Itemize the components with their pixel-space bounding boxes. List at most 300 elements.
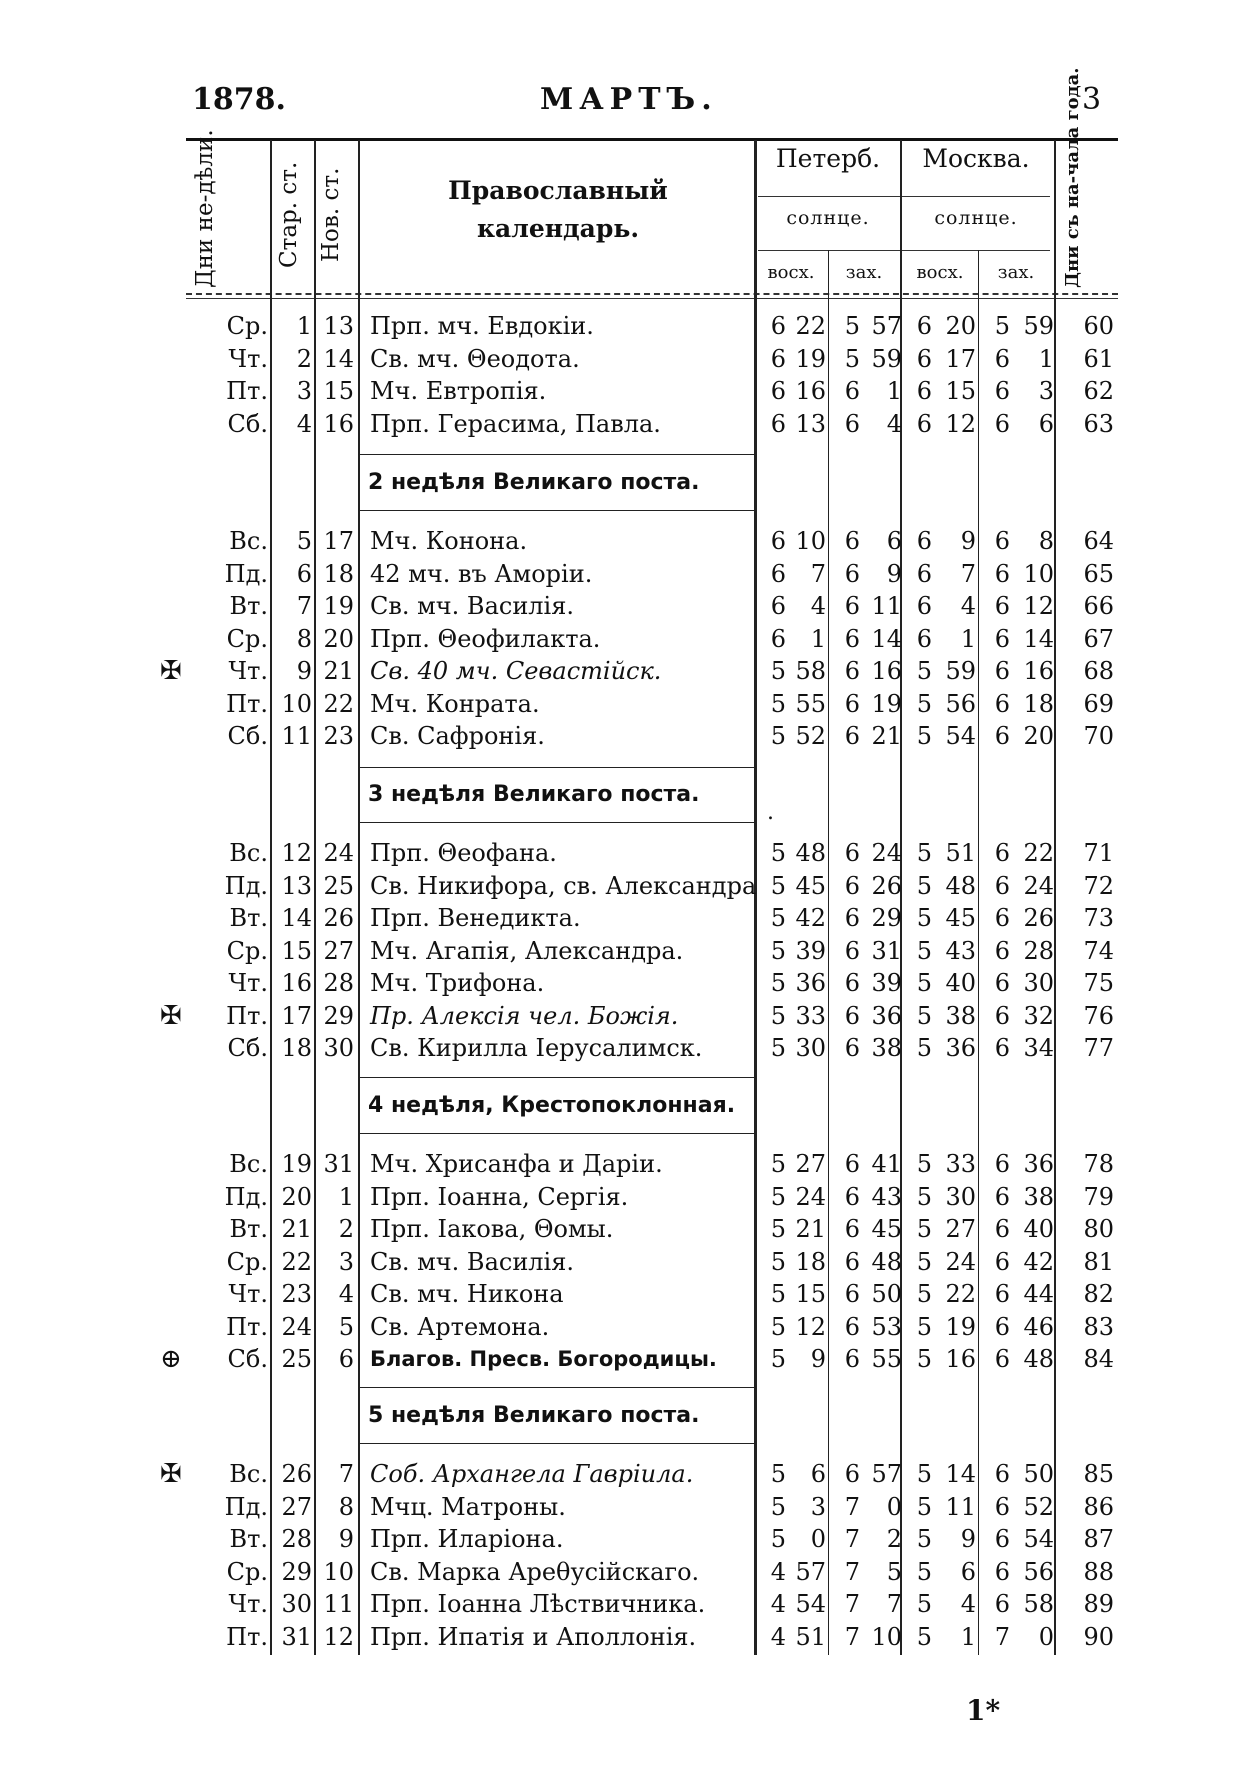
cell-mzm: 24 — [1023, 871, 1054, 900]
cell-pvm: 55 — [795, 689, 826, 718]
cell-pzm: 21 — [871, 722, 902, 750]
col-header-petersburg: Петерб. — [775, 144, 881, 173]
cell-mzh: 6 — [994, 1460, 1010, 1488]
cell-old: 24 — [281, 1312, 312, 1341]
cell-pzm: 57 — [871, 1460, 902, 1488]
cell-mzm: 8 — [1038, 527, 1054, 555]
cell-pvh: 5 — [770, 1001, 786, 1030]
cell-mzh: 6 — [994, 624, 1010, 653]
cell-mvh: 5 — [916, 1557, 932, 1586]
week-rule — [360, 1077, 754, 1078]
cell-mzm: 16 — [1023, 657, 1054, 685]
cell-pzm: 26 — [871, 871, 902, 900]
cell-new: 9 — [338, 1525, 354, 1553]
cell-day: Чт. — [228, 344, 268, 373]
cell-pvm: 36 — [795, 969, 826, 997]
calendar-row — [0, 590, 1259, 622]
cell-day: Пд. — [224, 559, 268, 588]
cell-mvm: 1 — [960, 624, 976, 653]
cell-mzm: 3 — [1038, 377, 1054, 405]
cell-pzh: 6 — [844, 689, 860, 718]
week-heading: 3 недѣля Великаго поста. — [368, 782, 700, 807]
cell-day: Чт. — [228, 969, 268, 997]
cell-day: Пт. — [226, 689, 268, 718]
cell-mzm: 6 — [1038, 409, 1054, 438]
cell-pzh: 6 — [844, 1312, 860, 1341]
cell-mzm: 59 — [1023, 312, 1054, 340]
cell-mvm: 19 — [945, 1312, 976, 1341]
cell-mvh: 6 — [916, 559, 932, 588]
cell-day: Вс. — [229, 1150, 268, 1178]
cell-mvm: 33 — [945, 1150, 976, 1178]
cell-old: 28 — [281, 1525, 312, 1553]
cell-new: 5 — [338, 1312, 354, 1341]
cell-mvh: 5 — [916, 1460, 932, 1488]
cell-pzh: 6 — [844, 904, 860, 932]
cell-name: Св. Сафронiя. — [370, 722, 545, 750]
cell-new: 28 — [323, 969, 354, 997]
cell-old: 2 — [296, 344, 312, 373]
cell-pzm: 53 — [871, 1312, 902, 1341]
col-header-petersburg-sun: солнце. — [786, 207, 870, 229]
cell-pvh: 5 — [770, 969, 786, 997]
cell-name: Прп. Θеофилакта. — [370, 624, 601, 653]
calendar-row — [0, 688, 1259, 720]
cell-new: 22 — [323, 689, 354, 718]
cell-mvm: 16 — [945, 1345, 976, 1373]
cell-mzm: 22 — [1023, 839, 1054, 867]
cell-pvh: 5 — [770, 1492, 786, 1521]
cell-day: Вт. — [229, 904, 268, 932]
cell-pzm: 59 — [871, 344, 902, 373]
calendar-row — [0, 1523, 1259, 1555]
cell-name: Прп. Iоанна Лѣствичника. — [370, 1590, 706, 1618]
cell-pzm: 50 — [871, 1280, 902, 1308]
cell-pzm: 57 — [871, 312, 902, 340]
cell-mvm: 4 — [960, 592, 976, 620]
cell-old: 8 — [296, 624, 312, 653]
cell-pzm: 38 — [871, 1034, 902, 1062]
cell-pzm: 19 — [871, 689, 902, 718]
cell-pzh: 7 — [844, 1557, 860, 1586]
cell-pzh: 6 — [844, 871, 860, 900]
cell-pvh: 4 — [770, 1622, 786, 1651]
calendar-row — [0, 1148, 1259, 1180]
page-number: 3 — [1082, 82, 1102, 117]
cell-name: Прп. Венедикта. — [370, 904, 581, 932]
cell-new: 20 — [323, 624, 354, 653]
cell-name: Св. мч. Василiя. — [370, 592, 574, 620]
cell-mvh: 5 — [916, 839, 932, 867]
cell-pvm: 58 — [795, 657, 826, 685]
week-rule — [360, 767, 754, 768]
cell-mzm: 18 — [1023, 689, 1054, 718]
cell-mzh: 6 — [994, 1525, 1010, 1553]
cell-mvh: 5 — [916, 1312, 932, 1341]
cell-pzm: 45 — [871, 1215, 902, 1243]
cell-n: 82 — [1083, 1280, 1114, 1308]
cell-mzm: 14 — [1023, 624, 1054, 653]
cell-pvh: 5 — [770, 839, 786, 867]
cell-name: Св. мч. Θеодота. — [370, 344, 580, 373]
cell-old: 22 — [281, 1247, 312, 1276]
cell-n: 75 — [1083, 969, 1114, 997]
cell-day: Вт. — [229, 592, 268, 620]
cell-pzm: 0 — [886, 1492, 902, 1521]
cell-new: 25 — [323, 871, 354, 900]
cell-pzh: 6 — [844, 624, 860, 653]
cell-mvm: 48 — [945, 871, 976, 900]
feast-cross-icon: ✠ — [160, 1459, 182, 1489]
cell-name: Прп. мч. Евдокiи. — [370, 312, 594, 340]
cell-old: 21 — [281, 1215, 312, 1243]
cell-pzh: 6 — [844, 1460, 860, 1488]
cell-pzh: 6 — [844, 1001, 860, 1030]
cell-mzh: 6 — [994, 722, 1010, 750]
cell-pvh: 4 — [770, 1590, 786, 1618]
cell-pvm: 54 — [795, 1590, 826, 1618]
cell-mvm: 27 — [945, 1215, 976, 1243]
week-heading: 4 недѣля, Крестопоклонная. — [368, 1093, 736, 1118]
cell-new: 8 — [338, 1492, 354, 1521]
cell-new: 11 — [323, 1590, 354, 1618]
cell-mzm: 20 — [1023, 722, 1054, 750]
cell-mzh: 6 — [994, 1492, 1010, 1521]
cell-mvm: 59 — [945, 657, 976, 685]
cell-mzm: 58 — [1023, 1590, 1054, 1618]
cell-n: 79 — [1083, 1182, 1114, 1211]
cell-name: Прп. Иларiона. — [370, 1525, 564, 1553]
calendar-row — [0, 1343, 1259, 1375]
cell-day: Ср. — [226, 312, 268, 340]
cell-day: Вс. — [229, 839, 268, 867]
cell-new: 14 — [323, 344, 354, 373]
cell-pvm: 52 — [795, 722, 826, 750]
cell-name: Св. Никифора, св. Александра — [370, 871, 757, 900]
col-header-weekday: Дни не-дѣли. — [192, 129, 218, 288]
cell-n: 61 — [1083, 344, 1114, 373]
cell-pvm: 39 — [795, 936, 826, 965]
cell-new: 4 — [338, 1280, 354, 1308]
cell-mvm: 14 — [945, 1460, 976, 1488]
cell-pzh: 6 — [844, 1345, 860, 1373]
cell-mzm: 42 — [1023, 1247, 1054, 1276]
cell-mzh: 6 — [994, 969, 1010, 997]
cell-name: Прп. Ипатiя и Аполлонiя. — [370, 1622, 697, 1651]
cell-mvh: 5 — [916, 657, 932, 685]
cell-old: 3 — [296, 377, 312, 405]
cell-day: Пт. — [226, 377, 268, 405]
cell-day: Пт. — [226, 1001, 268, 1030]
col-header-calendar: Православный календарь. — [448, 176, 668, 243]
calendar-row — [0, 1621, 1259, 1653]
cell-pvh: 6 — [770, 592, 786, 620]
cell-pvh: 5 — [770, 1215, 786, 1243]
cell-mvm: 11 — [945, 1492, 976, 1521]
cell-pvh: 5 — [770, 1345, 786, 1373]
cell-pvm: 18 — [795, 1247, 826, 1276]
cell-mzh: 6 — [994, 904, 1010, 932]
cell-old: 20 — [281, 1182, 312, 1211]
cell-mvm: 9 — [960, 527, 976, 555]
cell-name: Прп. Iоанна, Сергiя. — [370, 1182, 629, 1211]
week-rule — [360, 454, 754, 455]
cell-pzm: 7 — [886, 1590, 902, 1618]
cell-new: 24 — [323, 839, 354, 867]
header-rule — [758, 250, 1050, 251]
week-rule — [360, 510, 754, 511]
cell-pzh: 7 — [844, 1492, 860, 1521]
cell-mzh: 6 — [994, 871, 1010, 900]
cell-pzm: 9 — [886, 559, 902, 588]
cell-mvh: 5 — [916, 1525, 932, 1553]
cell-pzh: 5 — [844, 344, 860, 373]
calendar-row — [0, 623, 1259, 655]
calendar-row — [0, 375, 1259, 407]
cell-pvm: 57 — [795, 1557, 826, 1586]
cell-pvh: 5 — [770, 1280, 786, 1308]
cell-old: 18 — [281, 1034, 312, 1062]
cell-pvm: 6 — [810, 1460, 826, 1488]
cell-mvh: 5 — [916, 1150, 932, 1178]
calendar-row — [0, 902, 1259, 934]
cell-mvh: 5 — [916, 1034, 932, 1062]
cell-name: Прп. Герасима, Павла. — [370, 409, 661, 438]
calendar-row — [0, 1181, 1259, 1213]
cell-name: Св. Марка Ареθусiйскаго. — [370, 1557, 700, 1586]
cell-pzh: 5 — [844, 312, 860, 340]
cell-pzm: 39 — [871, 969, 902, 997]
cell-pvh: 5 — [770, 936, 786, 965]
cell-new: 30 — [323, 1034, 354, 1062]
cell-mzh: 6 — [994, 936, 1010, 965]
calendar-row — [0, 870, 1259, 902]
cell-name: 42 мч. въ Аморiи. — [370, 559, 593, 588]
calendar-row — [0, 1491, 1259, 1523]
cell-mvm: 45 — [945, 904, 976, 932]
cell-mvh: 5 — [916, 722, 932, 750]
cell-mzh: 6 — [994, 1345, 1010, 1373]
calendar-row — [0, 1311, 1259, 1343]
cell-n: 60 — [1083, 312, 1114, 340]
cell-mzh: 6 — [994, 689, 1010, 718]
cell-day: Ср. — [226, 1557, 268, 1586]
cell-new: 23 — [323, 722, 354, 750]
cell-n: 85 — [1083, 1460, 1114, 1488]
cell-pvm: 21 — [795, 1215, 826, 1243]
cell-name: Св. мч. Никона — [370, 1280, 564, 1308]
cell-mvh: 5 — [916, 1001, 932, 1030]
cell-mzm: 30 — [1023, 969, 1054, 997]
cell-mvh: 6 — [916, 592, 932, 620]
cell-mzh: 6 — [994, 559, 1010, 588]
cell-pzm: 16 — [871, 657, 902, 685]
cell-day: Пд. — [224, 1182, 268, 1211]
cell-old: 26 — [281, 1460, 312, 1488]
cell-pvh: 5 — [770, 1460, 786, 1488]
week-rule — [360, 822, 754, 823]
cell-mzh: 6 — [994, 1034, 1010, 1062]
cell-pzh: 6 — [844, 1280, 860, 1308]
cell-day: Вт. — [229, 1215, 268, 1243]
cell-mzh: 6 — [994, 409, 1010, 438]
cell-day: Чт. — [228, 1590, 268, 1618]
cell-new: 19 — [323, 592, 354, 620]
cell-old: 15 — [281, 936, 312, 965]
cell-pvm: 33 — [795, 1001, 826, 1030]
cell-pzh: 6 — [844, 527, 860, 555]
cell-pvh: 5 — [770, 657, 786, 685]
cell-new: 17 — [323, 527, 354, 555]
cell-mvh: 5 — [916, 1247, 932, 1276]
cell-mzm: 46 — [1023, 1312, 1054, 1341]
cell-pzm: 43 — [871, 1182, 902, 1211]
cell-pzm: 5 — [886, 1557, 902, 1586]
cell-mvm: 40 — [945, 969, 976, 997]
cell-name: Св. Кирилла Iерусалимск. — [370, 1034, 703, 1062]
cell-pvh: 5 — [770, 1525, 786, 1553]
cell-mvm: 43 — [945, 936, 976, 965]
cell-new: 29 — [323, 1001, 354, 1030]
cell-pvh: 5 — [770, 871, 786, 900]
cell-name: Пр. Алексiя чел. Божiя. — [370, 1001, 679, 1030]
cell-pvm: 3 — [810, 1492, 826, 1521]
cell-mzh: 6 — [994, 1150, 1010, 1178]
cell-old: 17 — [281, 1001, 312, 1030]
cell-pvm: 13 — [795, 409, 826, 438]
cell-mvh: 5 — [916, 871, 932, 900]
cell-old: 1 — [296, 312, 312, 340]
cell-mzm: 28 — [1023, 936, 1054, 965]
cell-pzh: 6 — [844, 377, 860, 405]
cell-name: Мч. Агапiя, Александра. — [370, 936, 684, 965]
cell-mvh: 6 — [916, 344, 932, 373]
cell-day: Сб. — [227, 722, 268, 750]
cell-pvh: 6 — [770, 527, 786, 555]
calendar-row — [0, 310, 1259, 342]
cell-pvm: 12 — [795, 1312, 826, 1341]
cell-pzm: 29 — [871, 904, 902, 932]
cell-new: 3 — [338, 1247, 354, 1276]
cell-name: Мч. Евтропiя. — [370, 377, 547, 405]
cell-pvh: 4 — [770, 1557, 786, 1586]
cell-old: 31 — [281, 1622, 312, 1651]
cell-pvm: 51 — [795, 1622, 826, 1651]
cell-name: Св. Артемона. — [370, 1312, 550, 1341]
cell-day: Пт. — [226, 1312, 268, 1341]
cell-old: 6 — [296, 559, 312, 588]
cell-mzh: 6 — [994, 1182, 1010, 1211]
calendar-row — [0, 837, 1259, 869]
cell-new: 2 — [338, 1215, 354, 1243]
cell-pvh: 6 — [770, 624, 786, 653]
cell-old: 27 — [281, 1492, 312, 1521]
cell-new: 31 — [323, 1150, 354, 1178]
cell-old: 10 — [281, 689, 312, 718]
cell-name: Мч. Конрата. — [370, 689, 540, 718]
week-heading: 5 недѣля Великаго поста. — [368, 1403, 700, 1428]
cell-day: Чт. — [228, 1280, 268, 1308]
calendar-row — [0, 525, 1259, 557]
header-rule — [758, 196, 1050, 197]
cell-n: 71 — [1083, 839, 1114, 867]
cell-pzm: 4 — [886, 409, 902, 438]
cell-n: 86 — [1083, 1492, 1114, 1521]
cell-day: Вс. — [229, 1460, 268, 1488]
cell-n: 90 — [1083, 1622, 1114, 1651]
calendar-row — [0, 1032, 1259, 1064]
cell-n: 66 — [1083, 592, 1114, 620]
col-header-moscow: Москва. — [922, 144, 1030, 173]
cell-new: 13 — [323, 312, 354, 340]
cell-old: 5 — [296, 527, 312, 555]
cell-pzh: 7 — [844, 1525, 860, 1553]
cell-mvh: 6 — [916, 624, 932, 653]
cell-new: 7 — [338, 1460, 354, 1488]
cell-n: 64 — [1083, 527, 1114, 555]
cell-name: Мч. Конона. — [370, 527, 528, 555]
cell-mzm: 38 — [1023, 1182, 1054, 1211]
cell-mzh: 6 — [994, 1001, 1010, 1030]
cell-mvh: 5 — [916, 1590, 932, 1618]
col-header-petersburg-set: зах. — [845, 262, 883, 283]
cell-old: 16 — [281, 969, 312, 997]
cell-mzh: 7 — [994, 1622, 1010, 1651]
cell-day: Ср. — [226, 1247, 268, 1276]
cell-n: 63 — [1083, 409, 1114, 438]
cell-mvm: 56 — [945, 689, 976, 718]
cell-mzm: 40 — [1023, 1215, 1054, 1243]
cell-pzm: 14 — [871, 624, 902, 653]
cell-mvm: 6 — [960, 1557, 976, 1586]
cell-mvh: 5 — [916, 1345, 932, 1373]
cell-pzh: 6 — [844, 1150, 860, 1178]
cell-mzm: 10 — [1023, 559, 1054, 588]
cell-day: Ср. — [226, 624, 268, 653]
cell-mvh: 6 — [916, 312, 932, 340]
cell-pvm: 15 — [795, 1280, 826, 1308]
cell-day: Сб. — [227, 1345, 268, 1373]
cell-mvm: 38 — [945, 1001, 976, 1030]
cell-mvm: 54 — [945, 722, 976, 750]
cell-pzm: 24 — [871, 839, 902, 867]
cell-pzh: 6 — [844, 1034, 860, 1062]
week-rule — [360, 1443, 754, 1444]
cell-day: Вс. — [229, 527, 268, 555]
cell-mvm: 36 — [945, 1034, 976, 1062]
cell-mzm: 44 — [1023, 1280, 1054, 1308]
cell-mzm: 52 — [1023, 1492, 1054, 1521]
cell-pvm: 27 — [795, 1150, 826, 1178]
cell-n: 78 — [1083, 1150, 1114, 1178]
cell-name: Соб. Архангела Гаврiила. — [370, 1460, 694, 1488]
cell-mvh: 6 — [916, 527, 932, 555]
calendar-row — [0, 967, 1259, 999]
week-heading: 2 недѣля Великаго поста. — [368, 470, 700, 495]
cell-day: Сб. — [227, 1034, 268, 1062]
cell-pvh: 6 — [770, 377, 786, 405]
col-header-old-style: Стар. ст. — [276, 161, 302, 269]
cell-pvm: 30 — [795, 1034, 826, 1062]
cell-mvm: 20 — [945, 312, 976, 340]
cell-old: 30 — [281, 1590, 312, 1618]
cell-pzh: 6 — [844, 1182, 860, 1211]
cell-name: Мч. Трифона. — [370, 969, 545, 997]
cell-mvh: 5 — [916, 1622, 932, 1651]
calendar-row — [0, 720, 1259, 752]
cell-pvm: 4 — [810, 592, 826, 620]
cell-mzh: 6 — [994, 1280, 1010, 1308]
